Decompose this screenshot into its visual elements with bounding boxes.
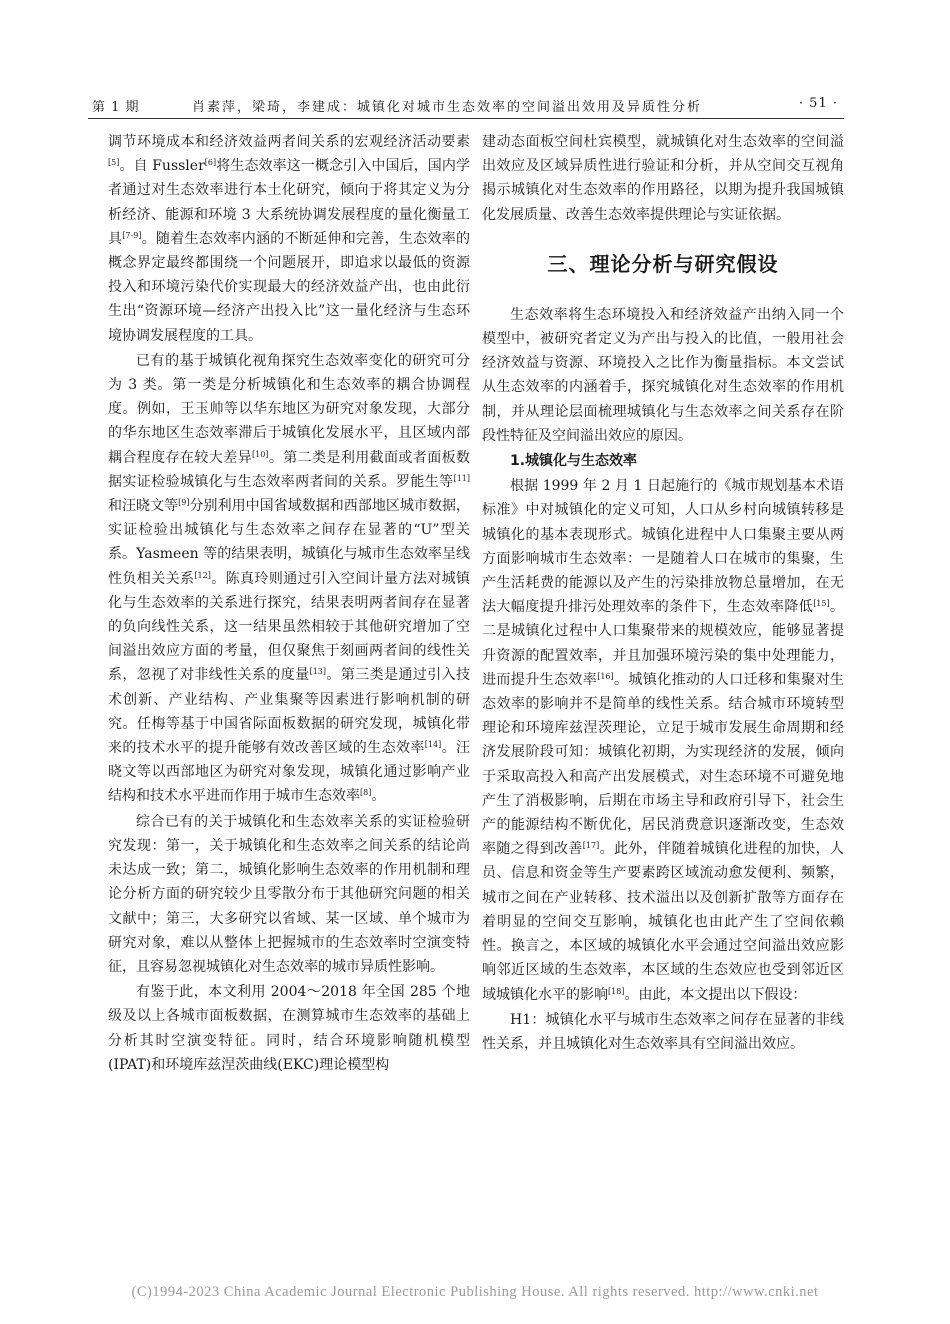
citation: [9]	[178, 498, 190, 508]
paragraph: 已有的基于城镇化视角探究生态效率变化的研究可分为 3 类。第一类是分析城镇化和生态效率的耦合协调程度。例如，王玉帅等以华东地区为研究对象发现，大部分的华东地区生态效率滞后于城镇化发展水平，且区域内部耦合程度存在较大差异[10]。第二类是利用截面或者面板数据实证检验城镇化与生态效率两者间的关系。罗能生等[11]和汪晓文等[9]分别利用中国省域数据和西部地区城市数据，实证检验出城镇化与生态效率之间存在显著的“U”型关系。Yasmeen 等的结果表明，城镇化与城市生态效率呈线性负相关关系[12]。陈真玲则通过引入空间计量方法对城镇化与生态效率的关系进行探究，结果表明两者间存在显著的负向线性关系，这一结果虽然相较于其他研究增加了空间溢出效应方面的考量，但仅聚焦于刻画两者间的线性关系，忽视了对非线性关系的度量[13]。第三类是通过引入技术创新、产业结构、产业集聚等因素进行影响机制的研究。任梅等基于中国省际面板数据的研究发现，城镇化带来的技术水平的提升能够有效改善区域的生态效率[14]。汪晓文等以西部地区为研究对象发现，城镇化通过影响产业结构和技术水平进而作用于城市生态效率[8]。	[108, 352, 471, 805]
subsection-heading: 1.城镇化与生态效率	[510, 453, 638, 470]
section-heading: 三、理论分析与研究假设	[547, 251, 779, 276]
citation: [8]	[360, 788, 372, 798]
citation: [10]	[252, 449, 269, 459]
citation: [12]	[194, 570, 211, 580]
left-column	[108, 130, 470, 1077]
paragraph: 根据 1999 年 2 月 1 日起施行的《城市规划基本术语标准》中对城镇化的定义可知，人口从乡村向城镇转移是城镇化的基本表现形式。城镇化进程中人口集聚主要从两方面影响城市生态效率：一是随着人口在城市的集聚，生产生活耗费的能源以及产生的污染排放物总量增加，在无法大幅度提升排污处理效率的条件下，生态效率降低[15]。二是城镇化过程中人口集聚带来的规模效应，能够显著提升资源的配置效率，并且加强环境污染的集中处理能力，进而提升生态效率[16]。城镇化推动的人口迁移和集聚对生态效率的影响并不是简单的线性关系。结合城市环境转型理论和环境库兹涅茨理论，立足于城市发展生命周期和经济发展阶段可知：城镇化初期，为实现经济的发展，倾向于采取高投入和高产出发展模式，对生态环境不可避免地产生了消极影响，后期在市场主导和政府引导下，社会生产的能源结构不断优化，居民消费意识逐渐改变，生态效率随之得到改善[17]。此外，伴随着城镇化进程的加快，人员、信息和资金等生产要素跨区域流动愈发便利、频繁，城市之间在产业转移、技术溢出以及创新扩散等方面存在着明显的空间交互影响，城镇化也由此产生了空间依赖性。换言之，本区域的城镇化水平会通过空间溢出效应影响邻近区域的生态效率，本区域的生态效应也受到邻近区域城镇化水平的影响[18]。由此，本文提出以下假设：	[482, 478, 845, 1003]
citation: [11]	[453, 473, 470, 483]
issue-label: 第 1 期	[92, 100, 140, 115]
citation: [16]	[597, 671, 614, 681]
citation: [6]	[204, 158, 217, 168]
header-rule	[88, 118, 844, 119]
citation: [13]	[309, 667, 327, 677]
paragraph: 生态效率将生态环境投入和经济效益产出纳入同一个模型中，被研究者定义为产出与投入的比值，一般用社会经济效益与资源、环境投入之比作为衡量指标。本文尝试从生态效率的内涵着手，探究城镇化对生态效率的作用机制，并从理论层面梳理城镇化与生态效率之间关系存在阶段性特征及空间溢出效应的原因。	[482, 306, 844, 444]
paragraph: 建动态面板空间杜宾模型，就城镇化对生态效率的空间溢出效应及区域异质性进行验证和分析，并从空间交互视角揭示城镇化对生态效率的作用路径，以期为提升我国城镇化发展质量、改善生态效率提供理论与实证依据。	[482, 134, 844, 223]
hypothesis: H1：城镇化水平与城市生态效率之间存在显著的非线性关系，并且城镇化对生态效率具有空间溢出效应。	[482, 1011, 844, 1052]
citation: [17]	[582, 841, 600, 851]
copyright-footer: (C)1994-2023 China Academic Journal Electronic Publishing House. All rights reserved. http://www.cnki.net	[131, 1284, 819, 1300]
citation: [18]	[608, 986, 625, 996]
paragraph: 有鉴于此，本文利用 2004～2018 年全国 285 个地级及以上各城市面板数据，在测算城市生态效率的基础上分析其时空演变特征。同时，结合环境影响随机模型(IPAT)和环境库兹涅茨曲线(EKC)理论模型构	[108, 984, 470, 1073]
citation: [7-9]	[122, 230, 142, 240]
header-title: 肖素萍，梁琦，李建成：城镇化对城市生态效率的空间溢出效用及异质性分析	[192, 100, 703, 115]
paragraph: 调节环境成本和经济效益两者间关系的宏观经济活动要素[5]。自 Fussler[6]将生态效率这一概念引入中国后，国内学者通过对生态效率进行本土化研究，倾向于将其定义为分析经济、能源和环境 3 大系统协调发展程度的量化衡量工具[7-9]。随着生态效率内涵的不断延伸和完善，生态效率的概念界定最终都围绕一个问题展开，即追求以最低的资源投入和环境污染代价实现最大的经济效益产出，也由此衍生出“资源环境—经济产出投入比”这一量化经济与生态环境协调发展程度的工具。	[108, 134, 471, 344]
page-number: · 51 ·	[798, 96, 838, 111]
citation: [14]	[424, 740, 442, 750]
right-column	[482, 130, 844, 1056]
citation: [5]	[108, 158, 120, 168]
citation: [15]	[813, 599, 830, 609]
running-header	[92, 94, 838, 116]
paragraph: 综合已有的关于城镇化和生态效率关系的实证检验研究发现：第一，关于城镇化和生态效率之间关系的结论尚未达成一致；第二，城镇化影响生态效率的作用机制和理论分析方面的研究较少且零散分布于其他研究问题的相关文献中；第三，大多研究以省域、某一区域、单个城市为研究对象，难以从整体上把握城市的生态效率时空演变特征，且容易忽视城镇化对生态效率的城市异质性影响。	[108, 813, 470, 975]
